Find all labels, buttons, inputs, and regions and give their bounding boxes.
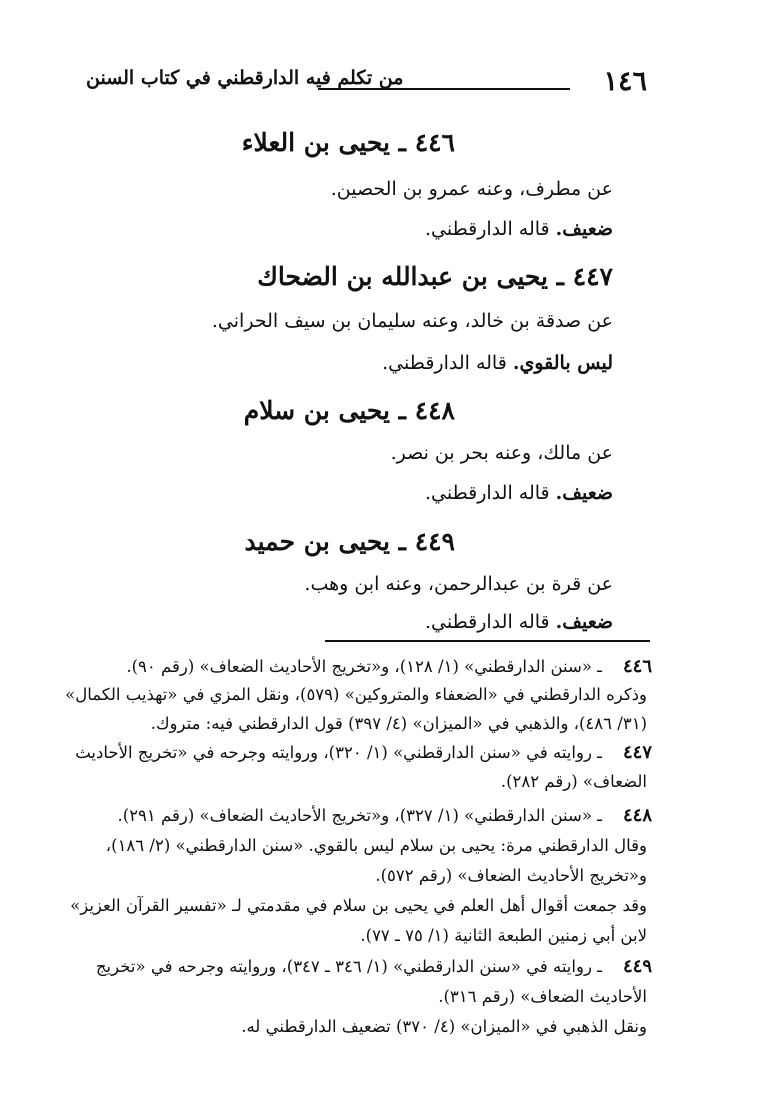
grading-attribution: قاله الدارقطني. [424, 218, 550, 240]
footnote-number: ٤٤٨ [622, 805, 652, 826]
grading-attribution: قاله الدارقطني. [424, 611, 550, 633]
footnote-number: ٤٤٧ [622, 742, 652, 763]
grading-word: ليس بالقوي. [512, 352, 613, 374]
footnote-number: ٤٤٦ [622, 656, 652, 677]
footnote-line: و«تخريج الأحاديث الضعاف» (رقم ٥٧٢). [375, 866, 647, 885]
entry-heading: ٤٤٩ ـ يحيى بن حميد [244, 527, 455, 556]
footnote-separator [325, 640, 650, 642]
grading-word: ضعيف. [555, 482, 613, 504]
entry-narration: عن قرة بن عبدالرحمن، وعنه ابن وهب. [304, 573, 613, 595]
footnote-line: لابن أبي زمنين الطبعة الثانية (١/ ٧٥ ـ ٧٧). [360, 926, 647, 945]
entry-grading [425, 611, 613, 633]
entry-heading: ٤٤٨ ـ يحيى بن سلام [243, 396, 455, 425]
entry-grading [425, 482, 613, 504]
grading-word: ضعيف. [555, 611, 613, 633]
entry-grading [425, 218, 613, 240]
footnote-line: الأحاديث الضعاف» (رقم ٣١٦). [438, 987, 647, 1006]
footnote-line: وذكره الدارقطني في «الضعفاء والمتروكين» (٥٧٩)، ونقل المزي في «تهذيب الكمال» [65, 685, 647, 704]
footnote-line: ونقل الذهبي في «الميزان» (٤/ ٣٧٠) تضعيف الدارقطني له. [241, 1017, 647, 1036]
entry-narration: عن صدقة بن خالد، وعنه سليمان بن سيف الحراني. [211, 310, 613, 332]
grading-attribution: قاله الدارقطني. [382, 352, 507, 374]
entry-narration: عن مطرف، وعنه عمرو بن الحصين. [330, 178, 613, 200]
entry-narration: عن مالك، وعنه بحر بن نصر. [390, 442, 613, 464]
footnote-number: ٤٤٩ [622, 956, 652, 977]
footnote-line: ـ روايته في «سنن الدارقطني» (١/ ٣٤٦ ـ ٣٤٧)، وروايته وجرحه في «تخريج [95, 957, 602, 976]
footnote-line: الضعاف» (رقم ٢٨٢). [500, 772, 647, 791]
running-title: من تكلم فيه الدارقطني في كتاب السنن [86, 67, 404, 89]
page-number: ١٤٦ [603, 66, 647, 97]
footnote-line: (٣١/ ٤٨٦)، والذهبي في «الميزان» (٤/ ٣٩٧) قول الدارقطني فيه: متروك. [150, 714, 647, 733]
entry-grading [382, 352, 613, 374]
footnote-line: وقال الدارقطني مرة: يحيى بن سلام ليس بالقوي. «سنن الدارقطني» (٢/ ١٨٦)، [105, 836, 647, 855]
grading-word: ضعيف. [555, 218, 613, 240]
footnote-line: ـ «سنن الدارقطني» (١/ ١٢٨)، و«تخريج الأحاديث الضعاف» (رقم ٩٠). [126, 657, 602, 676]
entry-heading: ٤٤٦ ـ يحيى بن العلاء [241, 128, 455, 157]
footnote-line: ـ «سنن الدارقطني» (١/ ٣٢٧)، و«تخريج الأحاديث الضعاف» (رقم ٢٩١). [117, 806, 602, 825]
grading-attribution: قاله الدارقطني. [424, 482, 550, 504]
entry-heading: ٤٤٧ ـ يحيى بن عبدالله بن الضحاك [257, 262, 613, 291]
footnote-line: وقد جمعت أقوال أهل العلم في يحيى بن سلام في مقدمتي لـ «تفسير القرآن العزيز» [70, 896, 647, 915]
footnote-line: ـ روايته في «سنن الدارقطني» (١/ ٣٢٠)، وروايته وجرحه في «تخريج الأحاديث [75, 743, 602, 762]
